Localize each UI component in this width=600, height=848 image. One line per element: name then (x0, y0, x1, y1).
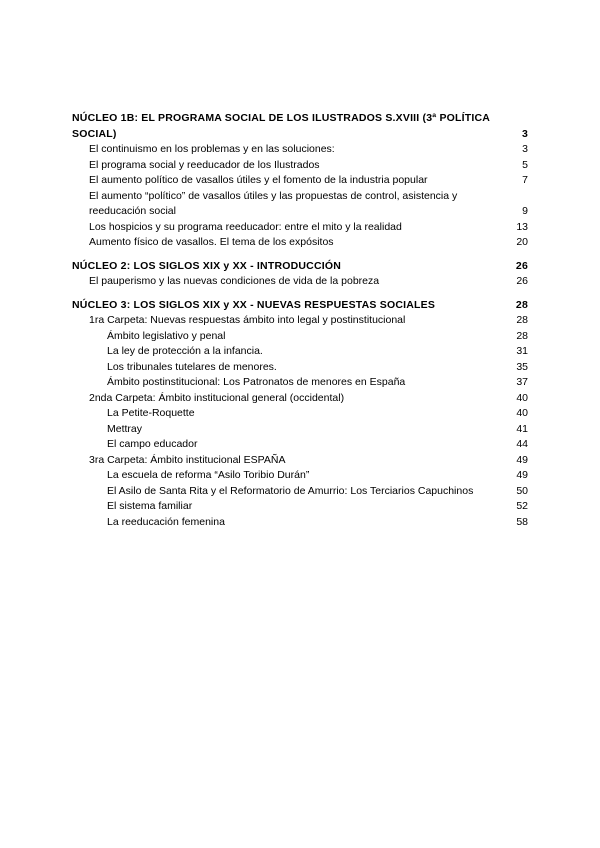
toc-entry[interactable] (72, 437, 528, 453)
toc-entry-title: NÚCLEO 1B: EL PROGRAMA SOCIAL DE LOS ILUSTRADOS S.XVIII (3ª POLÍTICA SOCIAL) (72, 112, 490, 140)
toc-page-number: 26 (515, 259, 528, 272)
toc-page-number: 44 (516, 438, 528, 450)
toc-heading[interactable] (72, 111, 528, 142)
toc-page-number: 28 (515, 298, 528, 311)
toc-entry[interactable] (72, 274, 528, 290)
toc-entry-title: La Petite-Roquette (107, 407, 195, 419)
toc-entry[interactable] (72, 360, 528, 376)
toc-entry-title: El Asilo de Santa Rita y el Reformatorio de Amurrio: Los Terciarios Capuchinos (107, 484, 474, 497)
toc-entry-title: Ámbito postinstitucional: Los Patronatos de menores en España (107, 376, 406, 388)
toc-page-number: 49 (516, 469, 528, 481)
toc-entry-title: 3ra Carpeta: Ámbito institucional ESPAÑA (89, 453, 286, 466)
toc-page-number: 41 (516, 422, 528, 435)
toc-entry[interactable] (72, 515, 528, 531)
toc-entry[interactable] (72, 422, 528, 438)
toc-page-number: 35 (516, 360, 528, 373)
toc-entry[interactable] (72, 189, 528, 220)
toc-entry-title: El aumento “político” de vasallos útiles y las propuestas de control, asistencia y reeducación social (89, 189, 458, 217)
toc-entry[interactable] (72, 142, 528, 158)
toc-entry[interactable] (72, 484, 528, 500)
toc-entry[interactable] (72, 453, 528, 469)
toc-page-number: 37 (516, 376, 528, 388)
toc-entry[interactable] (72, 158, 528, 174)
toc-entry[interactable] (72, 375, 528, 391)
table-of-contents (72, 111, 528, 530)
toc-entry[interactable] (72, 313, 528, 329)
toc-entry-title: La escuela de reforma “Asilo Toribio Durán” (107, 469, 310, 481)
toc-entry-title: El pauperismo y las nuevas condiciones de vida de la pobreza (89, 275, 380, 287)
toc-entry-title: 2nda Carpeta: Ámbito institucional general (occidental) (89, 391, 345, 404)
toc-entry-title: Mettray (107, 422, 143, 435)
toc-page-number: 13 (516, 220, 528, 233)
toc-entry-title: La reeducación femenina (107, 515, 225, 528)
toc-entry-title: Los tribunales tutelares de menores. (107, 360, 277, 373)
toc-entry-title: El aumento político de vasallos útiles y el fomento de la industria popular (89, 174, 428, 186)
toc-page-number: 58 (516, 515, 528, 528)
toc-entry-title: Aumento físico de vasallos. El tema de los expósitos (89, 236, 334, 248)
toc-entry[interactable] (72, 220, 528, 236)
toc-page-number: 20 (516, 236, 528, 248)
toc-entry-title: La ley de protección a la infancia. (107, 345, 263, 357)
toc-page-number: 5 (522, 158, 528, 171)
toc-page-number: 3 (521, 127, 528, 140)
toc-entry-title: El programa social y reeducador de los Ilustrados (89, 158, 320, 171)
toc-page-number: 7 (522, 174, 528, 186)
toc-entry[interactable] (72, 468, 528, 484)
toc-entry[interactable] (72, 235, 528, 251)
toc-entry-title: NÚCLEO 2: LOS SIGLOS XIX y XX - INTRODUCCIÓN (72, 259, 341, 272)
toc-entry-title: Los hospicios y su programa reeducador: entre el mito y la realidad (89, 220, 402, 233)
toc-entry-title: Ámbito legislativo y penal (107, 329, 226, 342)
toc-entry[interactable] (72, 499, 528, 515)
toc-heading[interactable] (72, 298, 528, 314)
toc-page-number: 31 (516, 345, 528, 357)
toc-entry[interactable] (72, 329, 528, 345)
toc-page-number: 40 (516, 391, 528, 404)
toc-entry[interactable] (72, 391, 528, 407)
toc-page-number: 9 (522, 205, 528, 217)
toc-entry-title: El continuismo en los problemas y en las soluciones: (89, 143, 335, 155)
toc-entry-title: 1ra Carpeta: Nuevas respuestas ámbito into legal y postinstitucional (89, 314, 406, 326)
toc-entry-title: El campo educador (107, 438, 198, 450)
toc-page-number: 3 (522, 143, 528, 155)
toc-page-number: 28 (516, 329, 528, 342)
toc-entry[interactable] (72, 173, 528, 189)
toc-page-number: 26 (516, 275, 528, 287)
toc-entry[interactable] (72, 344, 528, 360)
toc-page-number: 28 (516, 314, 528, 326)
toc-entry-title: NÚCLEO 3: LOS SIGLOS XIX y XX - NUEVAS RESPUESTAS SOCIALES (72, 298, 436, 311)
toc-page-number: 50 (516, 484, 528, 497)
toc-page-number: 40 (516, 407, 528, 419)
toc-entry-title: El sistema familiar (107, 500, 193, 512)
toc-page-number: 49 (516, 453, 528, 466)
toc-page-number: 52 (516, 500, 528, 512)
toc-heading[interactable] (72, 259, 528, 275)
toc-entry[interactable] (72, 406, 528, 422)
